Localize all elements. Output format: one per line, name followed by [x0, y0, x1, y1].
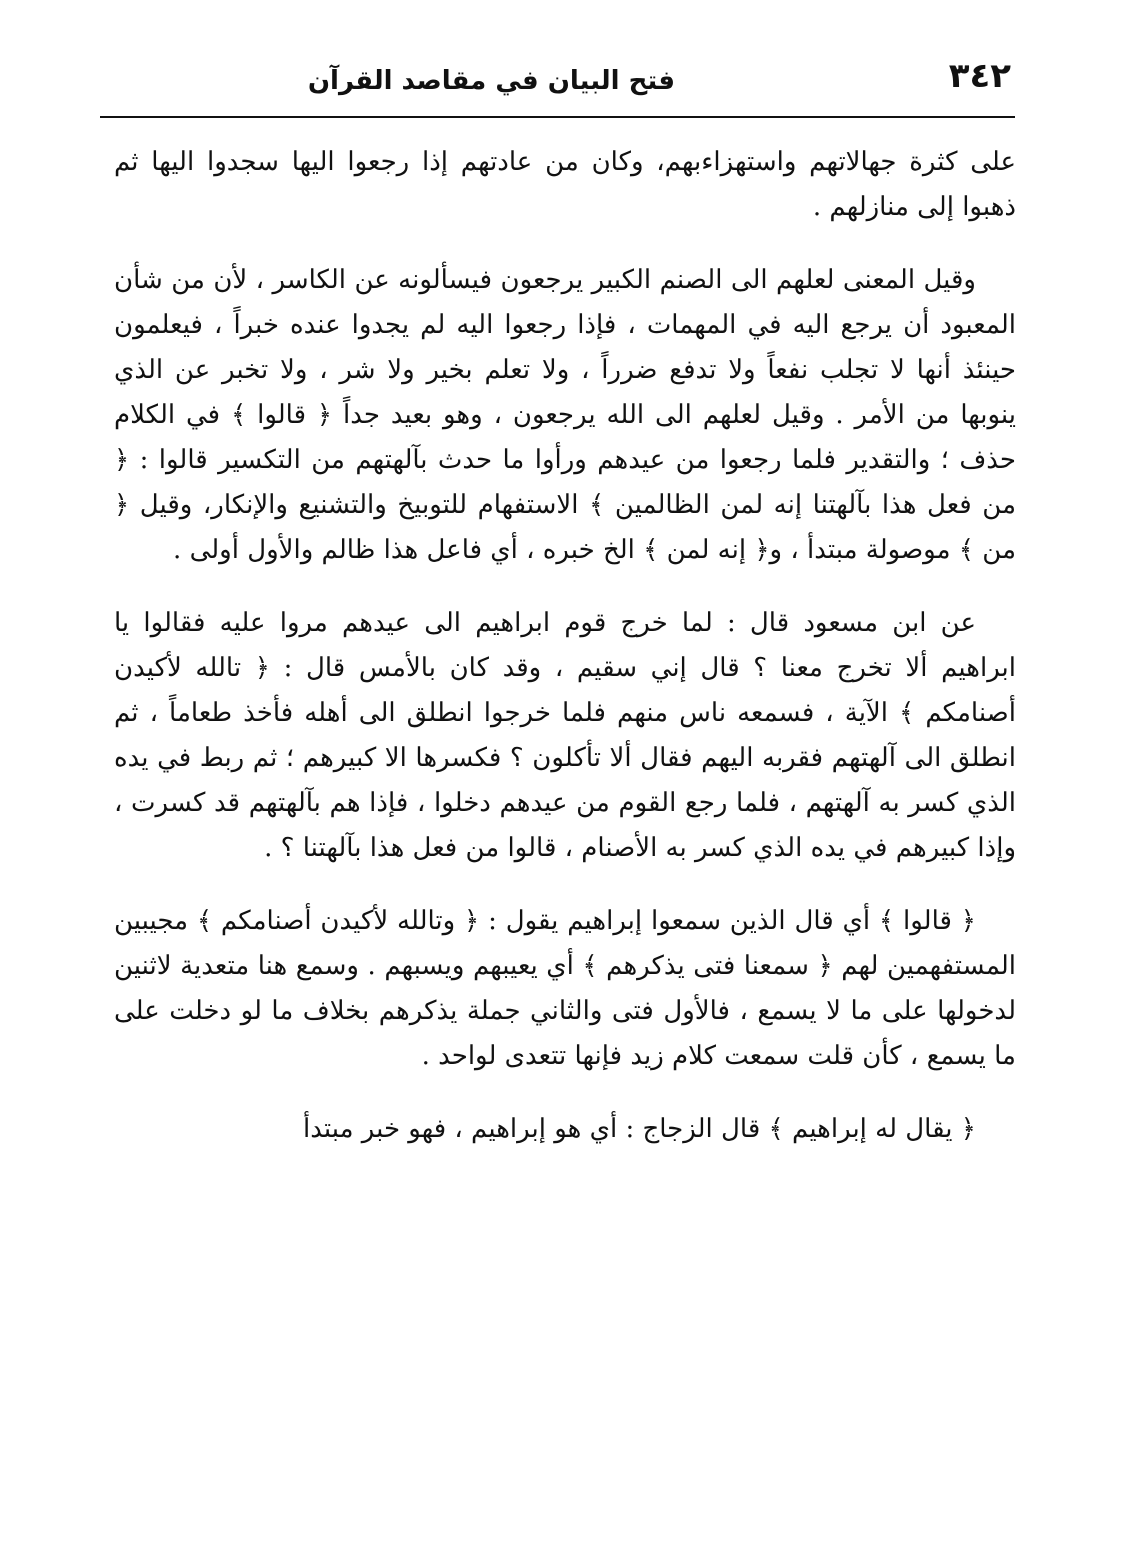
page-header [100, 52, 1015, 118]
paragraph-continuation: على كثرة جهالاتهم واستهزاءبهم، وكان من عادتهم إذا رجعوا اليها سجدوا اليها ثم ذهبوا إلى منازلهم . [114, 147, 1016, 222]
paragraph-qalu: ﴿ قالوا ﴾ أي قال الذين سمعوا إبراهيم يقول : ﴿ وتالله لأكيدن أصنامكم ﴾ مجيبين المستفهمين لهم ﴿ سمعنا فتى يذكرهم ﴾ أي يعيبهم ويسبهم . وسمع هنا متعدية لاثنين لدخولها على ما لا يسمع ، فالأول فتى والثاني جملة يذكرهم بخلاف ما لو دخلت على ما يسمع ، كأن قلت سمعت كلام زيد فإنها تتعدى لواحد . [114, 906, 1016, 1071]
paragraph-meaning: وقيل المعنى لعلهم الى الصنم الكبير يرجعون فيسألونه عن الكاسر ، لأن من شأن المعبود أن يرجع اليه في المهمات ، فإذا رجعوا اليه لم يجدوا عنده خبراً ، فيعلمون حينئذ أنها لا تجلب نفعاً ولا تدفع ضرراً ، ولا تعلم بخير ولا شر ، ولا تخبر عن الذي ينوبها من الأمر . وقيل لعلهم الى الله يرجعون ، وهو بعيد جداً ﴿ قالوا ﴾ في الكلام حذف ؛ والتقدير فلما رجعوا من عيدهم ورأوا ما حدث بآلهتهم من التكسير قالوا : ﴿ من فعل هذا بآلهتنا إنه لمن الظالمين ﴾ الاستفهام للتوبيخ والتشنيع والإنكار، وقيل ﴿ من ﴾ موصولة مبتدأ ، و﴿ إنه لمن ﴾ الخ خبره ، أي فاعل هذا ظالم والأول أولى . [114, 265, 1016, 565]
running-title: فتح البيان في مقاصد القرآن [307, 66, 675, 96]
body-text [114, 140, 1016, 1152]
paragraph-ibn-masud: عن ابن مسعود قال : لما خرج قوم ابراهيم الى عيدهم مروا عليه فقالوا يا ابراهيم ألا تخرج معنا ؟ قال إني سقيم ، وقد كان بالأمس قال : ﴿ تالله لأكيدن أصنامكم ﴾ الآية ، فسمعه ناس منهم فلما خرجوا انطلق الى أهله فأخذ طعاماً ، ثم انطلق الى آلهتهم فقربه اليهم فقال ألا تأكلون ؟ فكسرها الا كبيرهم ؛ ثم ربط في يده الذي كسر به آلهتهم ، فلما رجع القوم من عيدهم دخلوا ، فإذا هم بآلهتهم قد كسرت ، وإذا كبيرهم في يده الذي كسر به الأصنام ، قالوا من فعل هذا بآلهتنا ؟ . [114, 608, 1016, 863]
paragraph-yuqal: ﴿ يقال له إبراهيم ﴾ قال الزجاج : أي هو إبراهيم ، فهو خبر مبتدأ [303, 1114, 976, 1144]
page-number: ٣٤٢ [948, 56, 1011, 96]
